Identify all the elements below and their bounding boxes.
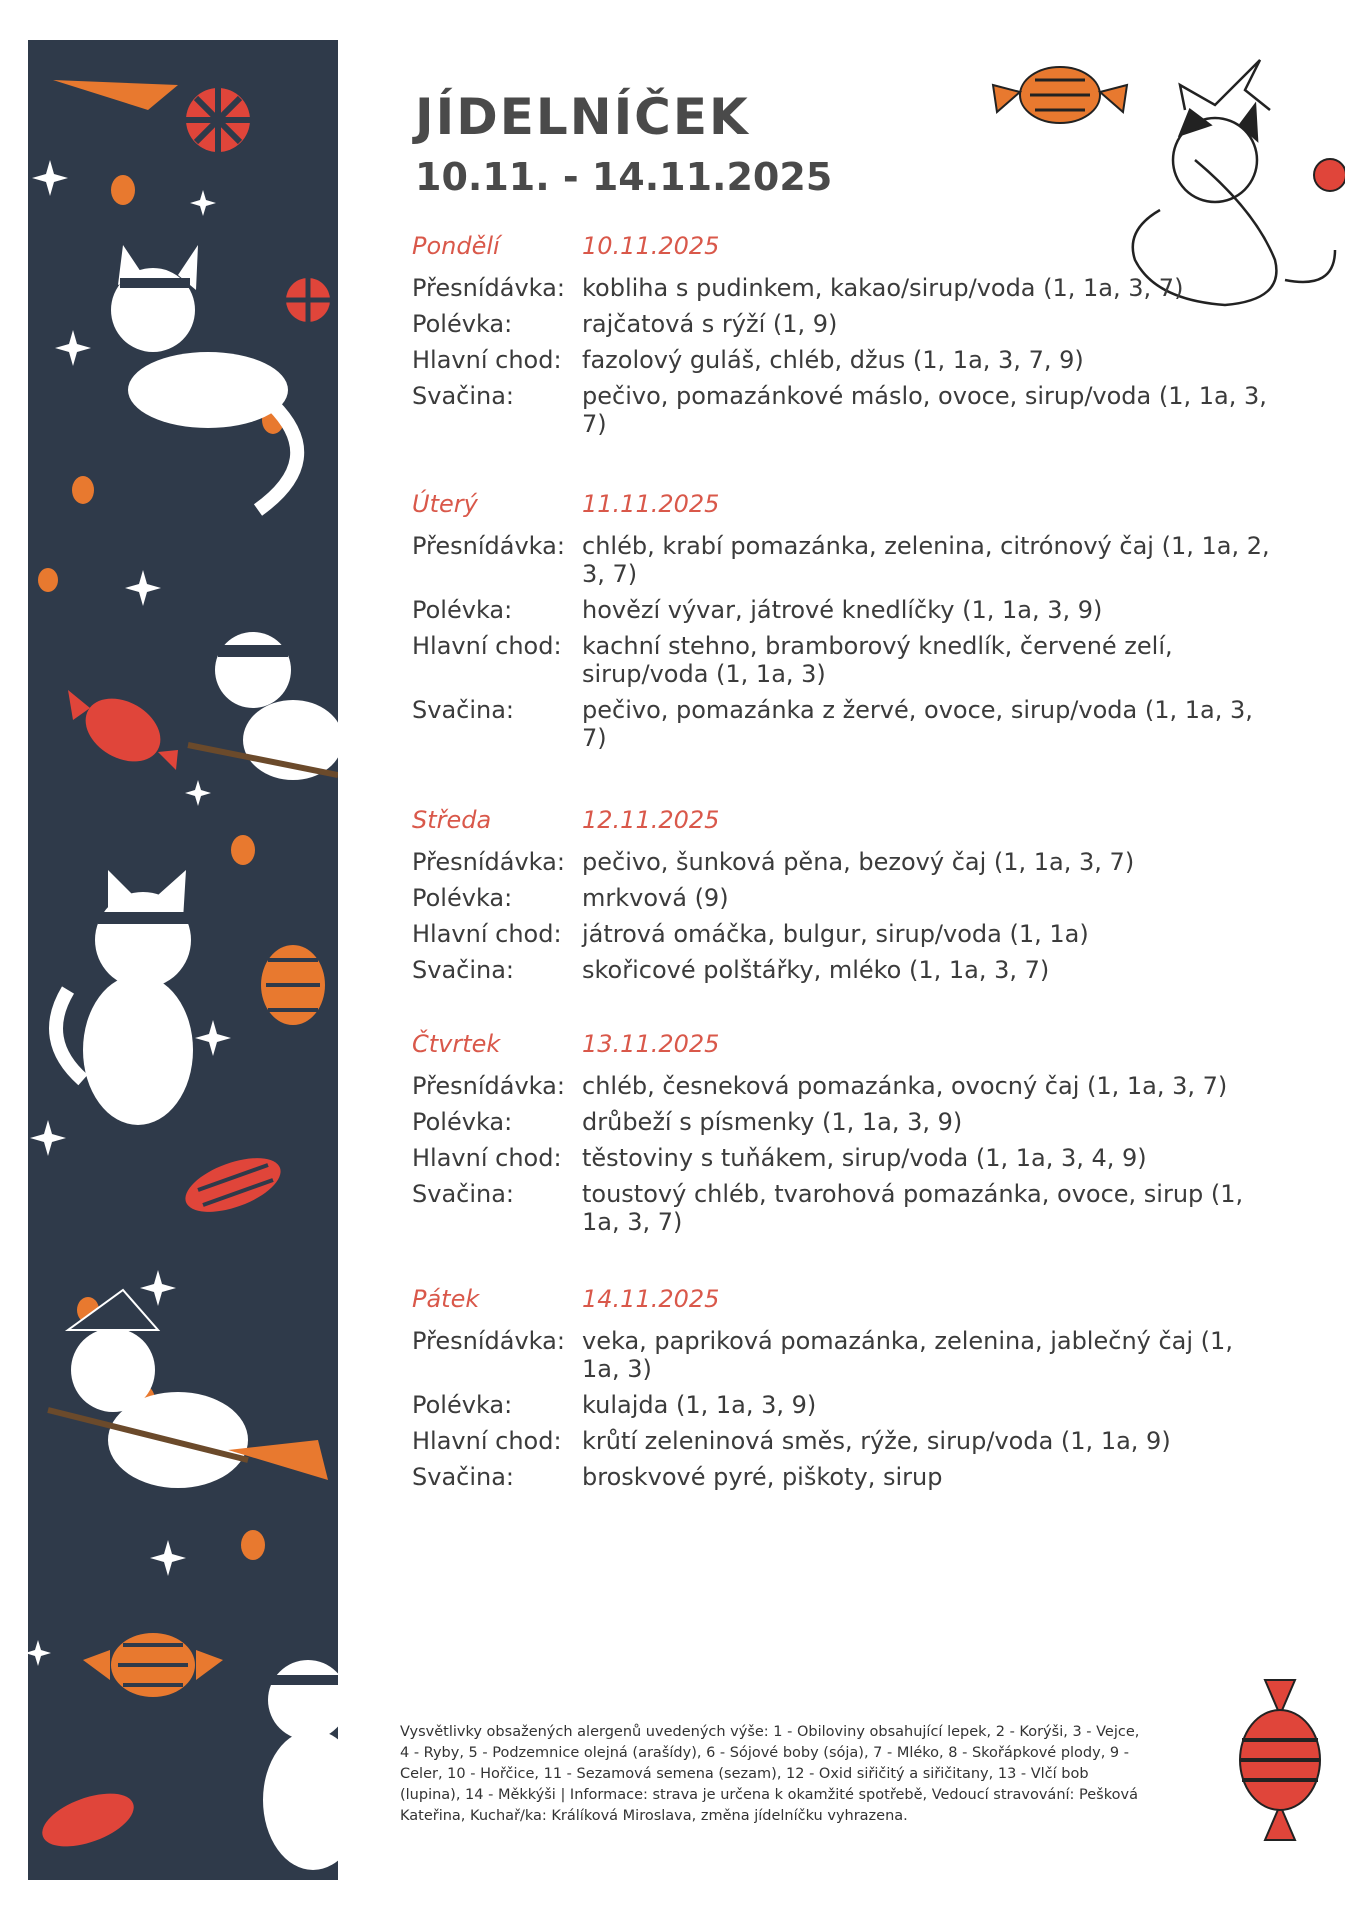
- meal-text: pečivo, šunková pěna, bezový čaj (1, 1a, 3, 7): [582, 848, 1135, 876]
- cat-icon: [56, 870, 193, 1125]
- day-block-friday: [412, 1285, 1272, 1491]
- meal-text: chléb, krabí pomazánka, zelenina, citrónový čaj (1, 1a, 2, 3, 7): [582, 532, 1270, 588]
- meal-label: Přesnídávka:: [412, 1327, 565, 1355]
- meal-label: Hlavní chod:: [412, 1427, 562, 1455]
- sparkle-icon: [190, 190, 216, 216]
- striped-candy-icon: [83, 1633, 223, 1697]
- day-name: Pondělí: [412, 232, 500, 260]
- day-date: 10.11.2025: [582, 232, 720, 260]
- day-block-wednesday: [412, 806, 1272, 984]
- cat-icon: [111, 245, 297, 510]
- meal-text: kobliha s pudinkem, kakao/sirup/voda (1, 1a, 3, 7): [582, 274, 1184, 302]
- meal-text: rajčatová s rýží (1, 9): [582, 310, 838, 338]
- meal-text: hovězí vývar, játrové knedlíčky (1, 1a, 3, 9): [582, 596, 1103, 624]
- meal-text: mrkvová (9): [582, 884, 729, 912]
- meal-label: Polévka:: [412, 1391, 513, 1419]
- day-date: 13.11.2025: [582, 1030, 720, 1058]
- day-date: 12.11.2025: [582, 806, 720, 834]
- sparkle-icon: [140, 1270, 176, 1306]
- cat-icon: [48, 1290, 328, 1488]
- sparkle-icon: [55, 330, 91, 366]
- meal-text: kulajda (1, 1a, 3, 9): [582, 1391, 817, 1419]
- meal-text: těstoviny s tuňákem, sirup/voda (1, 1a, 3, 4, 9): [582, 1144, 1147, 1172]
- striped-candy-icon: [261, 945, 325, 1025]
- meal-label: Hlavní chod:: [412, 632, 562, 660]
- striped-candy-icon: [993, 67, 1127, 123]
- meal-label: Svačina:: [412, 1463, 515, 1491]
- sparkle-icon: [32, 160, 68, 196]
- sparkle-icon: [150, 1540, 186, 1576]
- day-block-thursday: [412, 1030, 1272, 1236]
- meal-text: chléb, česneková pomazánka, ovocný čaj (1, 1a, 3, 7): [582, 1072, 1228, 1100]
- meal-label: Polévka:: [412, 310, 513, 338]
- day-name: Úterý: [412, 490, 478, 518]
- day-block-monday: [412, 232, 1272, 438]
- candy-drop-icon: [72, 476, 94, 504]
- meal-text: krůtí zeleninová směs, rýže, sirup/voda (1, 1a, 9): [582, 1427, 1171, 1455]
- wrapped-candy-icon: [68, 686, 178, 774]
- meal-label: Polévka:: [412, 884, 513, 912]
- wrapped-candy-illustration: [1230, 1660, 1330, 1860]
- allergen-legend: Vysvětlivky obsažených alergenů uvedených výše: 1 - Obiloviny obsahující lepek, 2 - Korýši, 3 - Vejce, 4 - Ryby, 5 - Podzemnice olejná (arašídy), 6 - Sójové boby (sója), 7 - Mléko, 8 - Skořápkové plody, 9 - Celer, 10 - Hořčice, 11 - Sezamová semena (sezam), 12 - Oxid siřičitý a siřičitany, 13 - Vlčí bob (lupina), 14 - Měkkýši | Informace: strava je určena k okamžité spotřebě, Vedoucí stravování: Pešková Kateřina, Kuchař/ka: Králíková Miroslava, změna jídelníčku vyhrazena.: [400, 1724, 1140, 1824]
- cat-icon: [263, 1660, 338, 1870]
- day-date: 11.11.2025: [582, 490, 720, 518]
- meal-label: Přesnídávka:: [412, 274, 565, 302]
- week-date-range: 10.11. - 14.11.2025: [415, 155, 833, 199]
- sparkle-icon: [30, 1120, 66, 1156]
- meal-label: Polévka:: [412, 1108, 513, 1136]
- meal-label: Hlavní chod:: [412, 346, 562, 374]
- sparkle-icon: [195, 1020, 231, 1056]
- meal-label: Přesnídávka:: [412, 532, 565, 560]
- sparkle-icon: [28, 1640, 51, 1666]
- meal-text: kachní stehno, bramborový knedlík, červené zelí, sirup/voda (1, 1a, 3): [582, 632, 1173, 688]
- striped-candy-icon: [35, 1783, 140, 1857]
- meal-label: Svačina:: [412, 956, 515, 984]
- meal-text: veka, papriková pomazánka, zelenina, jablečný čaj (1, 1a, 3): [582, 1327, 1233, 1383]
- meal-text: pečivo, pomazánka z žervé, ovoce, sirup/voda (1, 1a, 3, 7): [582, 696, 1253, 752]
- swirl-candy-icon: [286, 278, 330, 322]
- candy-drop-icon: [38, 568, 58, 592]
- meal-label: Polévka:: [412, 596, 513, 624]
- meal-label: Hlavní chod:: [412, 1144, 562, 1172]
- halloween-illustration: [28, 40, 338, 1880]
- meal-text: játrová omáčka, bulgur, sirup/voda (1, 1a): [582, 920, 1089, 948]
- day-name: Středa: [412, 806, 492, 834]
- halloween-pattern-strip: [28, 40, 338, 1880]
- meal-text: fazolový guláš, chléb, džus (1, 1a, 3, 7, 9): [582, 346, 1084, 374]
- meal-label: Hlavní chod:: [412, 920, 562, 948]
- meal-text: toustový chléb, tvarohová pomazánka, ovoce, sirup (1, 1a, 3, 7): [582, 1180, 1244, 1236]
- broom-icon: [53, 80, 178, 110]
- cat-icon: [188, 632, 338, 780]
- day-block-tuesday: [412, 490, 1272, 752]
- candy-drop-icon: [111, 175, 135, 205]
- meal-text: skořicové polštářky, mléko (1, 1a, 3, 7): [582, 956, 1050, 984]
- page-title: JÍDELNÍČEK: [415, 88, 750, 146]
- day-name: Čtvrtek: [412, 1030, 501, 1058]
- meal-label: Přesnídávka:: [412, 848, 565, 876]
- meal-label: Svačina:: [412, 1180, 515, 1208]
- meal-label: Přesnídávka:: [412, 1072, 565, 1100]
- swirl-candy-icon: [186, 88, 250, 152]
- sparkle-icon: [125, 570, 161, 606]
- meal-text: pečivo, pomazánkové máslo, ovoce, sirup/voda (1, 1a, 3, 7): [582, 382, 1267, 438]
- meal-label: Svačina:: [412, 696, 515, 724]
- candy-drop-icon: [241, 1530, 265, 1560]
- candy-drop-icon: [231, 835, 255, 865]
- striped-candy-icon: [1314, 159, 1345, 191]
- sparkle-icon: [185, 780, 211, 806]
- meal-text: broskvové pyré, piškoty, sirup: [582, 1463, 943, 1491]
- meal-label: Svačina:: [412, 382, 515, 410]
- day-name: Pátek: [412, 1285, 480, 1313]
- day-date: 14.11.2025: [582, 1285, 720, 1313]
- meal-text: drůbeží s písmenky (1, 1a, 3, 9): [582, 1108, 963, 1136]
- striped-candy-icon: [178, 1147, 287, 1223]
